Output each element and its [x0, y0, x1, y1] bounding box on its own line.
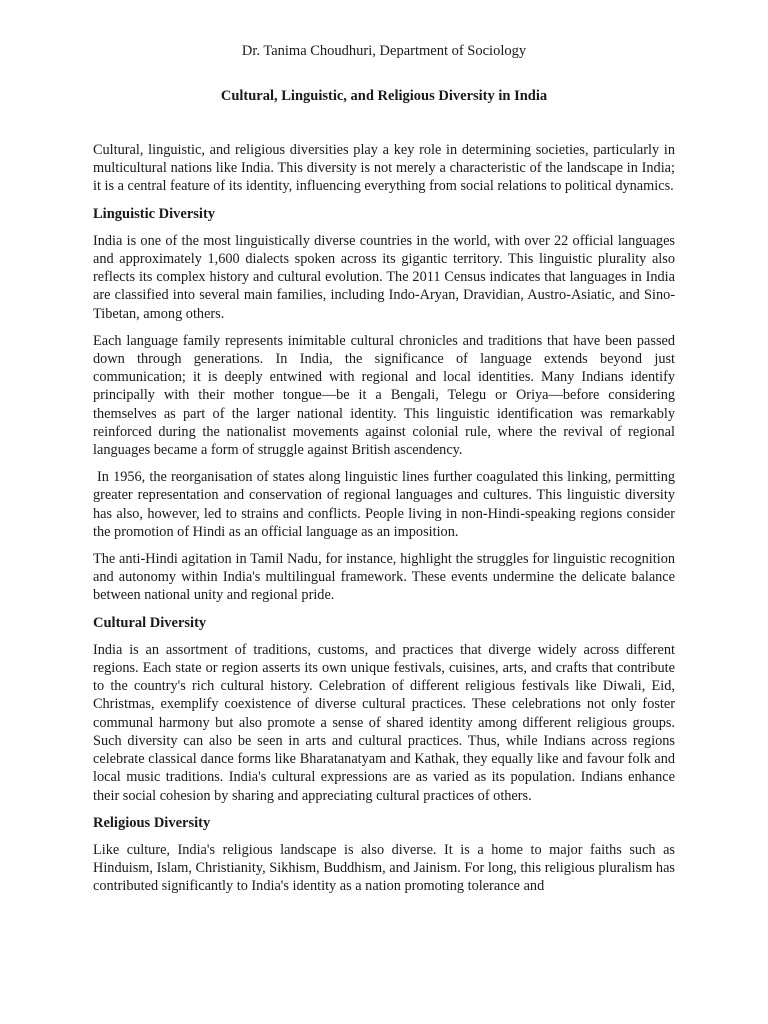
section-heading-linguistic: Linguistic Diversity: [93, 205, 216, 222]
paragraph: India is an assortment of traditions, customs, and practices that diverge widely across different regions. Each state or region asserts its own unique festivals, cuisines, arts, and crafts that contribute to the country's rich cultural history. Celebration of different religious festivals like Diwali, Eid, Christmas, exemplify coexistence of diverse cultural practices. These celebrations not only foster communal harmony but also promote a sense of shared identity among different religious groups. Such diversity can also be seen in arts and cultural practices. Thus, while Indians across regions celebrate classical dance forms like Bharatanatyam and Kathak, they equally like and favour folk and local music traditions. India's cultural expressions are as varied as its population. Indians enhance their social cohesion by sharing and appreciating cultural practices of others.: [93, 641, 675, 804]
section-heading-religious: Religious Diversity: [93, 814, 211, 831]
intro-paragraph: Cultural, linguistic, and religious diversities play a key role in determining societies, particularly in multicultural nations like India. This diversity is not merely a characteristic of the landscape in India; it is a central feature of its identity, influencing everything from social relations to political dynamics.: [93, 142, 675, 195]
paragraph: Like culture, India's religious landscape is also diverse. It is a home to major faiths such as Hinduism, Islam, Christianity, Sikhism, Buddhism, and Jainism. For long, this religious pluralism has contributed significantly to India's identity as a nation promoting tolerance and: [93, 841, 675, 895]
paragraph: Each language family represents inimitable cultural chronicles and traditions that have been passed down through generations. In India, the significance of language extends beyond just communication; it is deeply entwined with regional and local identities. Many Indians identify principally with their mother tongue—be it a Bengali, Telegu or Oriya—before considering themselves as part of the larger national identity. This linguistic identification was remarkably reinforced during the nationalist movements against colonial rule, where the revival of regional languages became a form of struggle against British ascendency.: [93, 332, 675, 459]
paragraph: India is one of the most linguistically diverse countries in the world, with over 22 official languages and approximately 1,600 dialects spoken across its gigantic territory. This linguistic plurality also reflects its complex history and cultural evolution. The 2011 Census indicates that languages in India are classified into several main families, including Indo-Aryan, Dravidian, Austro-Asiatic, and Sino-Tibetan, among others.: [93, 232, 675, 322]
author-header: Dr. Tanima Choudhuri, Department of Sociology: [241, 43, 527, 59]
document-title: Cultural, Linguistic, and Religious Diversity in India: [220, 88, 548, 104]
paragraph: In 1956, the reorganisation of states along linguistic lines further coagulated this linking, permitting greater representation and conservation of regional languages and cultures. This linguistic diversity has also, however, led to strains and conflicts. People living in non-Hindi-speaking regions consider the promotion of Hindi as an official language as an imposition.: [93, 469, 675, 540]
section-heading-cultural: Cultural Diversity: [93, 614, 207, 631]
paragraph: The anti-Hindi agitation in Tamil Nadu, for instance, highlight the struggles for linguistic recognition and autonomy within India's multilingual framework. These events undermine the delicate balance between national unity and regional pride.: [93, 551, 675, 604]
document-body: [93, 141, 675, 905]
